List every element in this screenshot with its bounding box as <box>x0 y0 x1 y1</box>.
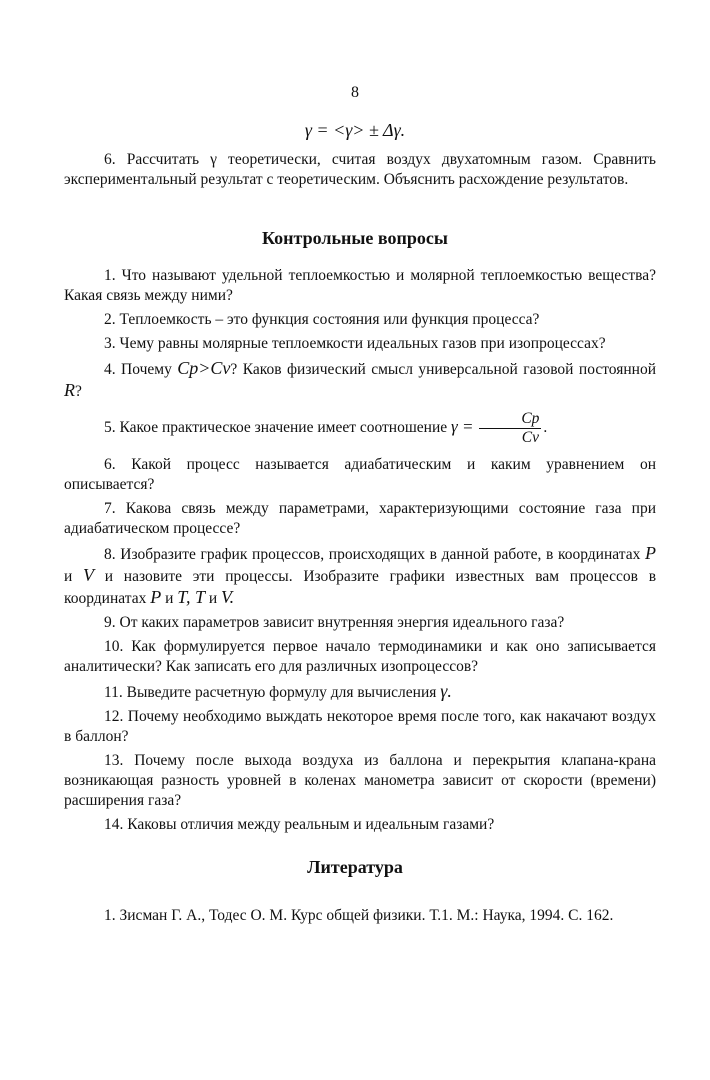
task-6: 6. Рассчитать γ теоретически, считая воздух двухатомным газом. Сравнить экспериментальный результат с теоретическим. Объяснить расхождение результатов. <box>64 151 656 188</box>
question-8-text-4: и <box>165 590 174 607</box>
question-9: 9. От каких параметров зависит внутренняя энергия идеального газа? <box>104 614 565 631</box>
gamma-result-formula: γ = <γ> ± Δγ. <box>304 120 406 140</box>
fraction-denominator: Cv <box>521 429 539 446</box>
question-14: 14. Каковы отличия между реальным и идеальным газами? <box>104 816 495 833</box>
question-8-math-v: V <box>83 565 95 585</box>
question-10: 10. Как формулируется первое начало термодинамики и как оно записывается аналитически? Как записать его для различных изопроцессов? <box>64 638 656 675</box>
question-4-suffix: ? <box>75 383 82 400</box>
question-11 <box>64 681 656 703</box>
adiabatic-index-fraction <box>479 410 541 447</box>
question-5 <box>64 410 656 447</box>
page-number: 8 <box>351 84 359 101</box>
question-4-middle: ? Каков физический смысл универсальной газовой постоянной <box>230 361 657 378</box>
question-12: 12. Почему необходимо выждать некоторое время после того, как накачают воздух в баллон? <box>64 708 656 745</box>
question-8-text-5: и <box>208 590 218 607</box>
question-1: 1. Что называют удельной теплоемкостью и молярной теплоемкостью вещества? Какая связь между ними? <box>64 267 656 304</box>
question-8-text-2: и <box>64 568 73 585</box>
question-11-text: 11. Выведите расчетную формулу для вычисления <box>104 684 437 701</box>
question-8-text-3: и назовите эти процессы. Изобразите графики известных вам процессов в координатах <box>64 568 657 607</box>
question-11-gamma: γ. <box>440 681 452 701</box>
literature-item-1: 1. Зисман Г. А., Тодес О. М. Курс общей физики. Т.1. М.: Наука, 1994. С. 162. <box>104 907 614 924</box>
question-13: 13. Почему после выхода воздуха из баллона и перекрытия клапана-крана возникающая разность уровней в коленах манометра зависит от скорости (времени) расширения газа? <box>64 752 656 809</box>
question-5-suffix: . <box>543 419 548 437</box>
question-8-math-p: P <box>645 543 656 563</box>
question-8-math-t: T, T <box>177 587 205 607</box>
question-4-heat-capacity-inequality: Cp>Cv <box>177 358 231 378</box>
literature-list <box>64 906 656 926</box>
questions-list <box>64 266 656 835</box>
questions-heading: Контрольные вопросы <box>262 228 448 248</box>
question-2: 2. Теплоемкость – это функция состояния или функция процесса? <box>104 311 540 328</box>
question-8 <box>64 543 656 609</box>
intro-section <box>64 150 656 190</box>
fraction-numerator: Cp <box>479 410 541 429</box>
question-5-gamma: γ = <box>451 417 474 437</box>
question-4-prefix: 4. Почему <box>104 361 172 378</box>
question-8-math-v2: V. <box>221 587 235 607</box>
question-5-prefix: 5. Какое практическое значение имеет соотношение <box>104 419 448 437</box>
literature-heading: Литература <box>307 857 403 877</box>
question-8-math-p2: P <box>150 587 162 607</box>
question-4 <box>64 358 656 402</box>
question-3: 3. Чему равны молярные теплоемкости идеальных газов при изопроцессах? <box>104 335 606 352</box>
question-6: 6. Какой процесс называется адиабатическим и каким уравнением он описывается? <box>64 456 656 493</box>
question-4-gas-constant: R <box>64 380 75 400</box>
question-7: 7. Какова связь между параметрами, характеризующими состояние газа при адиабатическом процессе? <box>64 500 656 537</box>
question-8-text-1: 8. Изобразите график процессов, происходящих в данной работе, в координатах <box>104 546 641 563</box>
